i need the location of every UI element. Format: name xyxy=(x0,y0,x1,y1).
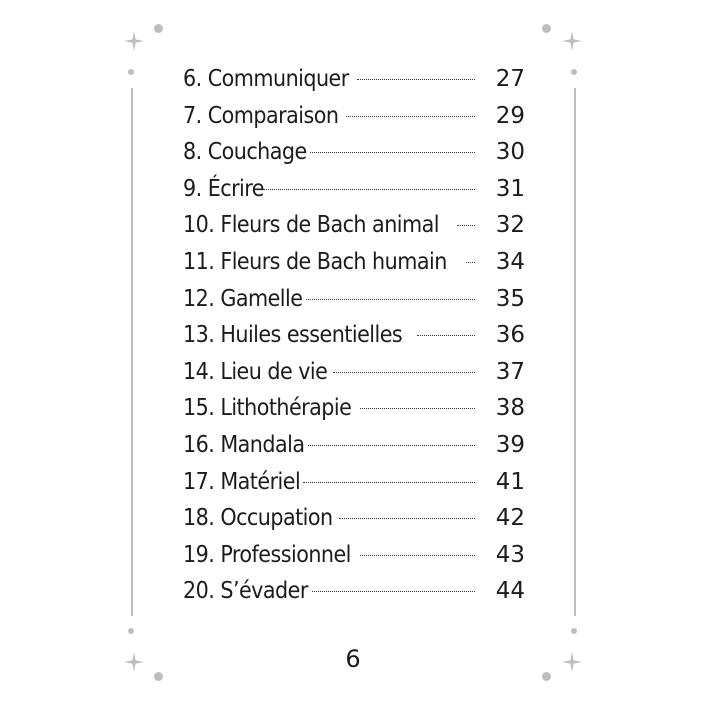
toc-entry-page-number: 44 xyxy=(495,578,525,605)
toc-entry-title: 17. Matériel xyxy=(183,468,301,495)
toc-entry[interactable] xyxy=(183,171,525,208)
toc-entry-page-number: 34 xyxy=(495,248,525,275)
toc-entry-title: 19. Professionnel xyxy=(183,541,351,568)
toc-entry-title: 20. S’évader xyxy=(183,578,308,605)
toc-entry[interactable] xyxy=(183,244,525,281)
toc-entry[interactable] xyxy=(183,281,525,318)
toc-entry[interactable] xyxy=(183,207,525,244)
toc-dot-leader xyxy=(417,335,475,336)
toc-entry-title: 6. Communiquer xyxy=(183,66,349,92)
toc-entry-page-number: 36 xyxy=(495,322,525,349)
ornament-dot xyxy=(154,672,163,681)
toc-dot-leader xyxy=(303,482,475,483)
toc-entry-title: 14. Lieu de vie xyxy=(183,358,328,385)
toc-entry-title: 12. Gamelle xyxy=(183,285,303,312)
ornament-dot xyxy=(128,628,134,634)
toc-entry-page-number: 31 xyxy=(495,175,525,202)
page-number: 6 xyxy=(345,645,361,673)
toc-entry[interactable] xyxy=(183,537,525,574)
toc-dot-leader xyxy=(360,555,475,556)
toc-entry[interactable] xyxy=(183,390,525,427)
toc-entry-page-number: 42 xyxy=(495,505,525,532)
left-border-line xyxy=(131,88,133,616)
toc-dot-leader xyxy=(466,262,475,263)
toc-dot-leader xyxy=(357,79,475,80)
toc-dot-leader xyxy=(312,591,475,592)
toc-entry-page-number: 35 xyxy=(495,285,525,312)
table-of-contents xyxy=(183,61,525,610)
toc-entry-title: 11. Fleurs de Bach humain xyxy=(183,248,447,275)
toc-entry-page-number: 30 xyxy=(495,139,525,166)
toc-entry-title: 16. Mandala xyxy=(183,431,305,458)
toc-entry-page-number: 41 xyxy=(495,468,525,495)
toc-entry[interactable] xyxy=(183,464,525,501)
ornament-dot xyxy=(542,24,551,33)
ornament-dot xyxy=(571,69,577,75)
toc-entry-page-number: 43 xyxy=(495,541,525,568)
toc-entry-title: 10. Fleurs de Bach animal xyxy=(183,212,439,239)
toc-entry-page-number: 32 xyxy=(495,212,525,239)
toc-entry[interactable] xyxy=(183,354,525,391)
toc-entry-page-number: 29 xyxy=(495,102,525,129)
toc-entry-title: 7. Comparaison xyxy=(183,102,339,129)
toc-entry-page-number: 38 xyxy=(495,395,525,422)
toc-entry[interactable] xyxy=(183,134,525,171)
toc-dot-leader xyxy=(308,445,475,446)
toc-entry[interactable] xyxy=(183,427,525,464)
toc-dot-leader xyxy=(333,372,475,373)
toc-dot-leader xyxy=(360,408,475,409)
toc-entry-title: 15. Lithothérapie xyxy=(183,395,352,422)
toc-entry[interactable] xyxy=(183,98,525,135)
right-border-line xyxy=(574,88,576,616)
toc-entry-title: 9. Écrire xyxy=(183,175,264,202)
toc-entry-page-number: 37 xyxy=(495,358,525,385)
toc-dot-leader xyxy=(346,116,475,117)
toc-entry-title: 8. Couchage xyxy=(183,139,307,166)
toc-dot-leader xyxy=(263,189,475,190)
toc-entry-page-number: 39 xyxy=(495,431,525,458)
toc-entry-title: 18. Occupation xyxy=(183,505,333,532)
sparkle-star-icon xyxy=(561,30,583,52)
ornament-dot xyxy=(154,24,163,33)
toc-dot-leader xyxy=(339,518,475,519)
toc-dot-leader xyxy=(306,299,475,300)
ornament-dot xyxy=(542,672,551,681)
sparkle-star-icon xyxy=(123,30,145,52)
toc-entry[interactable] xyxy=(183,573,525,610)
toc-entry[interactable] xyxy=(183,61,525,98)
toc-dot-leader xyxy=(310,152,475,153)
ornament-dot xyxy=(128,69,134,75)
toc-entry[interactable] xyxy=(183,317,525,354)
toc-entry-page-number: 27 xyxy=(495,66,525,92)
ornament-dot xyxy=(571,628,577,634)
toc-dot-leader xyxy=(457,225,475,226)
toc-entry-title: 13. Huiles essentielles xyxy=(183,322,403,349)
toc-entry[interactable] xyxy=(183,500,525,537)
